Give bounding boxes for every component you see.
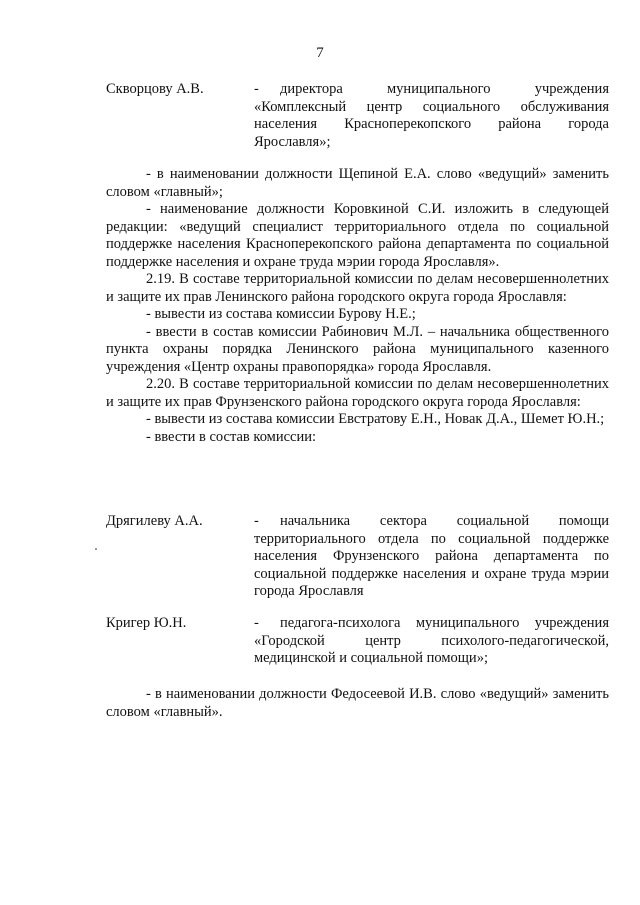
paragraph-add-members: - ввести в состав комиссии:	[146, 428, 317, 445]
person-entry-skvortsova	[106, 81, 609, 151]
person-description	[254, 81, 609, 151]
entry-dash: -	[254, 615, 259, 631]
person-name: Дрягилеву А.А.	[106, 513, 203, 529]
person-description	[254, 513, 609, 601]
person-position: директора муниципального учреждения «Комплексный центр социального обслуживания населения Красноперекопского района города Ярославля»;	[254, 81, 609, 150]
person-name: Скворцову А.В.	[106, 81, 204, 97]
person-entry-kriger	[106, 615, 609, 668]
paragraph-fedoseeva: - в наименовании должности Федосеевой И.В. слово «ведущий» заменить словом «главный».	[106, 686, 609, 720]
person-entry-dryagileva	[106, 513, 609, 601]
paragraph-add-rabinovich: - ввести в состав комиссии Рабинович М.Л. – начальника общественного пункта охраны порядка Ленинского района муниципального казенного учреждения «Центр охраны правопорядка» города Ярославля.	[106, 323, 609, 375]
person-name: Кригер Ю.Н.	[106, 615, 187, 631]
page-number: 7	[316, 45, 324, 61]
paragraph-korovkina: - наименование должности Коровкиной С.И. изложить в следующей редакции: «ведущий специалист территориального отдела по социальной поддержке населения Красноперекопского района департамента по социальной поддержке населения и охране труда мэрии города Ярославля».	[106, 201, 609, 270]
amendments-block	[106, 166, 609, 446]
person-description	[254, 615, 609, 668]
paragraph-section-2-20: 2.20. В составе территориальной комиссии по делам несовершеннолетних и защите их прав Фрунзенского района городского округа города Ярославля:	[106, 376, 609, 410]
paragraph-remove-members: - вывести из состава комиссии Евстратову Е.Н., Новак Д.А., Шемет Ю.Н.;	[146, 411, 605, 427]
person-position: педагога-психолога муниципального учреждения «Городской центр психолого-педагогической, медицинской и социальной помощи»;	[254, 615, 609, 666]
margin-mark	[95, 548, 97, 550]
entry-dash: -	[254, 81, 259, 97]
paragraph-shchepina: - в наименовании должности Щепиной Е.А. слово «ведущий» заменить словом «главный»;	[106, 166, 609, 200]
paragraph-section-2-19: 2.19. В составе территориальной комиссии по делам несовершеннолетних и защите их прав Ленинского района городского округа города Ярославля:	[106, 271, 609, 305]
person-position: начальника сектора социальной помощи территориального отдела по социальной поддержке населения Фрунзенского района департамента по социальной поддержке населения и охране труда мэрии города Ярославля	[254, 513, 609, 599]
final-amendment-block	[106, 686, 609, 721]
entry-dash: -	[254, 513, 259, 529]
paragraph-remove-burova: - вывести из состава комиссии Бурову Н.Е.;	[146, 306, 416, 322]
